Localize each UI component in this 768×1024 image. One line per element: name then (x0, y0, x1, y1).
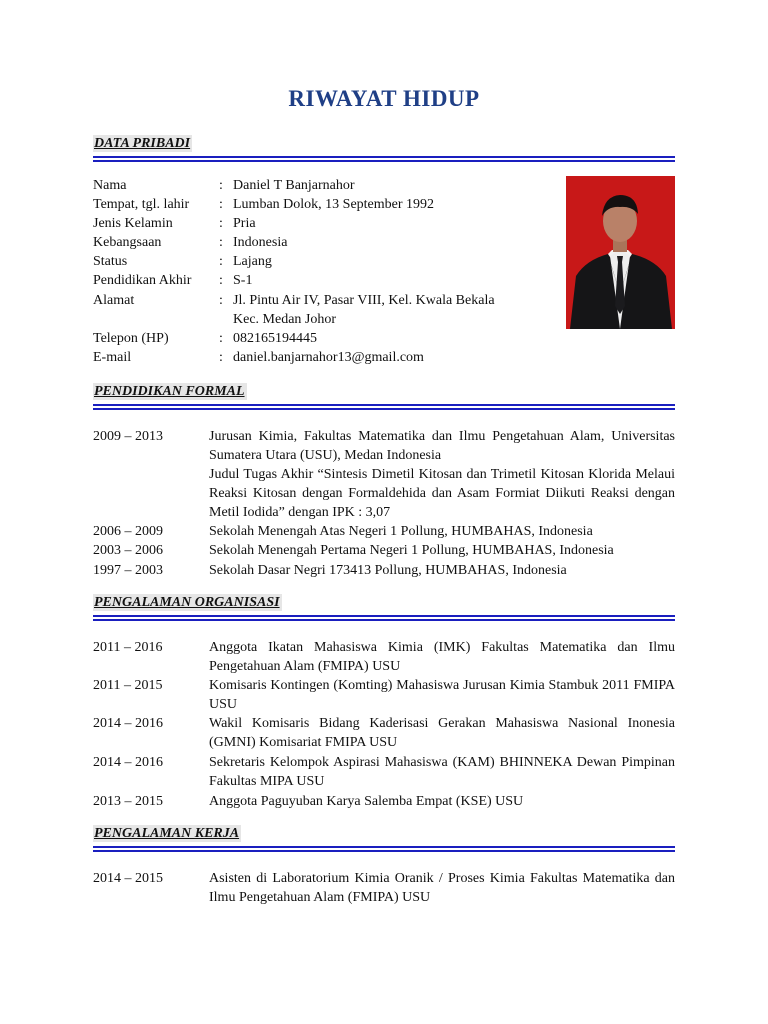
entry-years: 2014 – 2016 (93, 716, 163, 731)
field-label: Kebangsaan (93, 235, 162, 250)
field-label: Status (93, 254, 128, 269)
field-label: Tempat, tgl. lahir (93, 197, 190, 212)
organization-entry (93, 714, 675, 752)
divider (93, 619, 675, 621)
divider (93, 615, 675, 617)
entry-years: 2003 – 2006 (93, 543, 163, 558)
entry-line: Anggota Ikatan Mahasiswa Kimia (IMK) Fakultas Matematika dan Ilmu Pengetahuan Alam (FMIPA) USU (209, 640, 675, 674)
entry-description (209, 676, 675, 714)
entry-description (209, 714, 675, 752)
entry-line: Sekolah Menengah Atas Negeri 1 Pollung, HUMBAHAS, Indonesia (209, 524, 593, 539)
entry-years: 2011 – 2016 (93, 640, 163, 655)
field-value: Jl. Pintu Air IV, Pasar VIII, Kel. Kwala Bekala (233, 293, 495, 308)
section-label: PENGALAMAN KERJA (94, 826, 240, 841)
field-value: Indonesia (233, 235, 288, 250)
colon: : (219, 235, 223, 250)
field-value: Lumban Dolok, 13 September 1992 (233, 197, 435, 212)
entry-years: 2014 – 2016 (93, 755, 163, 770)
colon: : (219, 350, 223, 365)
field-label: E-mail (93, 350, 132, 365)
entry-years: 1997 – 2003 (93, 563, 163, 578)
section-header-personal (93, 134, 675, 162)
colon: : (219, 254, 223, 269)
entry-description (209, 792, 675, 811)
field-value: 082165194445 (233, 331, 317, 346)
section-header-organization (93, 593, 675, 621)
field-label: Jenis Kelamin (93, 216, 173, 231)
divider (93, 156, 675, 158)
divider (93, 404, 675, 406)
section-header-education (93, 382, 675, 410)
entry-years: 2013 – 2015 (93, 794, 163, 809)
work-entry (93, 869, 675, 907)
field-value: Kec. Medan Johor (233, 312, 337, 327)
field-label: Nama (93, 178, 127, 193)
entry-line: Wakil Komisaris Bidang Kaderisasi Gerakan Mahasiswa Nasional Inonesia (GMNI) Komisariat FMIPA USU (209, 716, 675, 750)
entry-description (209, 753, 675, 791)
colon: : (219, 216, 223, 231)
entry-description (209, 541, 675, 560)
section-label: PENDIDIKAN FORMAL (94, 384, 245, 399)
section-header-work (93, 824, 675, 852)
entry-line: Judul Tugas Akhir “Sintesis Dimetil Kitosan dan Trimetil Kitosan Klorida Melaui Reaksi Kitosan dengan Formaldehida dan Asam Formiat Diikuti Reaksi dengan Metil Iodida” dengan IPK : 3,07 (209, 467, 675, 520)
divider (93, 408, 675, 410)
entry-line: Jurusan Kimia, Fakultas Matematika dan Ilmu Pengetahuan Alam, Universitas Sumatera Utara (USU), Medan Indonesia (209, 429, 675, 463)
colon: : (219, 197, 223, 212)
portrait-image (566, 176, 675, 329)
divider (93, 846, 675, 848)
colon: : (219, 293, 223, 308)
field-value: Lajang (233, 254, 272, 269)
field-label: Telepon (HP) (93, 331, 169, 346)
organization-entry (93, 676, 675, 714)
field-value: Pria (233, 216, 256, 231)
education-entry (93, 541, 675, 560)
profile-photo (566, 176, 675, 329)
organization-entry (93, 753, 675, 791)
entry-years: 2009 – 2013 (93, 429, 163, 444)
entry-years: 2006 – 2009 (93, 524, 163, 539)
education-entry (93, 522, 675, 541)
colon: : (219, 178, 223, 193)
field-value: S-1 (233, 273, 253, 288)
section-label: PENGALAMAN ORGANISASI (94, 595, 280, 610)
entry-line: Anggota Paguyuban Karya Salemba Empat (KSE) USU (209, 794, 524, 809)
divider (93, 850, 675, 852)
entry-line: Komisaris Kontingen (Komting) Mahasiswa Jurusan Kimia Stambuk 2011 FMIPA USU (209, 678, 675, 712)
entry-line: Sekolah Menengah Pertama Negeri 1 Pollung, HUMBAHAS, Indonesia (209, 543, 614, 558)
entry-line: Asisten di Laboratorium Kimia Oranik / Proses Kimia Fakultas Matematika dan Ilmu Pengetahuan Alam (FMIPA) USU (209, 871, 675, 905)
section-label: DATA PRIBADI (94, 136, 191, 151)
entry-description (209, 869, 675, 907)
entry-years: 2011 – 2015 (93, 678, 163, 693)
entry-description (209, 638, 675, 676)
entry-description (209, 522, 675, 541)
colon: : (219, 331, 223, 346)
colon: : (219, 273, 223, 288)
entry-description (209, 561, 675, 580)
entry-line: Sekolah Dasar Negri 173413 Pollung, HUMBAHAS, Indonesia (209, 563, 567, 578)
field-label: Alamat (93, 293, 135, 308)
entry-description (209, 427, 675, 522)
field-value: daniel.banjarnahor13@gmail.com (233, 350, 424, 365)
field-value: Daniel T Banjarnahor (233, 178, 355, 193)
entry-line: Sekretaris Kelompok Aspirasi Mahasiswa (KAM) BHINNEKA Dewan Pimpinan Fakultas MIPA USU (209, 755, 675, 789)
education-entry (93, 427, 675, 522)
divider (93, 160, 675, 162)
entry-years: 2014 – 2015 (93, 871, 163, 886)
field-label: Pendidikan Akhir (93, 273, 192, 288)
organization-entry (93, 792, 675, 811)
education-entry (93, 561, 675, 580)
page-title: RIWAYAT HIDUP (288, 86, 480, 111)
organization-entry (93, 638, 675, 676)
